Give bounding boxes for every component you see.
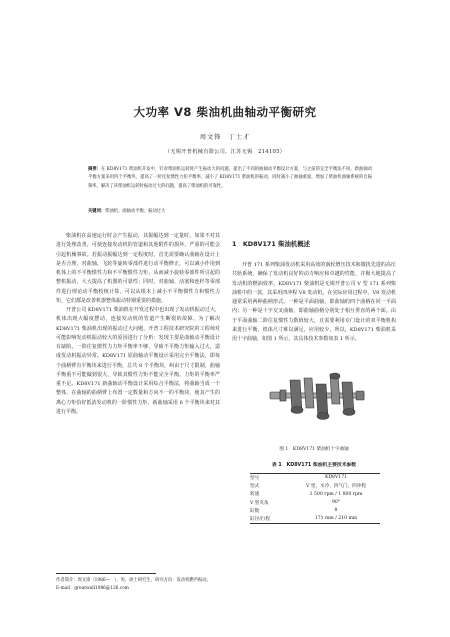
author-bio: 作者简介：周文锋（1986— ），男，硕士研究生，研究方向：发动机燃声振动。 [56, 578, 211, 583]
table-row [250, 515, 380, 523]
table-cell: V 型夹角 [250, 500, 269, 506]
keywords-label: 关键词： [88, 209, 106, 214]
table-cell: KD8V171 [292, 474, 380, 482]
crankshaft-figure [268, 360, 368, 430]
author-email: E-mail：greatwall1986@126.com [56, 586, 129, 591]
author-list: 周文锋 丁士才 [199, 134, 251, 141]
figure-caption: 图 1 KD8V171 柴油机十字曲轴 [279, 447, 349, 452]
table-row [250, 482, 380, 490]
table-row [250, 498, 380, 506]
paper-title: 大功率 V8 柴油机曲轴动平衡研究 [133, 105, 317, 119]
table-cell: 转速 [250, 492, 260, 498]
table-row [250, 490, 380, 498]
table-cell: 1 500 rpm / 1 800 rpm [309, 491, 363, 497]
left-column [56, 232, 220, 417]
table-cell: 型式 [250, 483, 260, 489]
abstract-text: 在 KD8V171 柴油机开发中，针对柴油机运转时产生振动大的问题，提出了不同的曲轴动平衡设计方案，与之前的完全平衡法不同，新曲轴动平衡方案采用四个平衡块，提高了一阶往复惯性力矩平衡率，减小了 KD8V171 柴油机的振动，同时减小了曲轴重量，增加了柴油机曲轴系统的自振频率，解决了该柴油机运转时振动过大的问题，提高了柴油机的可靠性。 [88, 167, 373, 189]
section-heading: 1 KD8V171 柴油机概述 [232, 240, 311, 248]
spec-table [250, 473, 380, 524]
abstract-label: 摘要： [88, 167, 102, 172]
footnote-divider [56, 573, 156, 574]
right-column [232, 261, 396, 344]
table-cell: 缸数 [250, 508, 260, 514]
footnote [56, 577, 396, 593]
paragraph: 开普 171 系列柴油发动机采用高效的涡轮增压技术和微扰先进的高压共轨系统，确保了发动机良好的动力响应和卓越的性能，并极大地提高了发动机的燃油效率。KD8V171 柴油机是无锡开普公司 V 型 171 系列柴油机中的一款，其采用四冲程 V8 发动机。在实际应用过程中，V8 发动机通常采用两种曲柄形式，一种是平面曲轴，即曲轴的四个曲柄在同一平面内；另一种是十字交叉曲轴，即曲轴曲柄分别处于相互垂直的两个面。由于平面曲轴二阶往复惯性力数值较大，且需要利用专门设计的双平衡机构来进行平衡，机体尺寸难以满足，应用较少，所以，KD8V171 柴油机采用十字曲轴，如图 1 所示，其具体技术参数如表 1 所示。 [232, 262, 396, 342]
table-cell: 171 mm / 210 mm [292, 515, 380, 523]
keywords [88, 208, 372, 216]
table-caption: 表 1 KD8V171 柴油机主要技术参数 [271, 463, 357, 468]
affiliation: （无锡开普机械有限公司，江苏无锡 214105） [164, 149, 286, 155]
table-row [250, 507, 380, 515]
table-cell: 缸径/行程 [250, 515, 292, 523]
table-cell: 90° [331, 500, 341, 506]
table-cell: 8 [334, 508, 338, 514]
paragraph: 柴油机在高速运行时会产生振动，其振幅达到一定量时，如果不对其进行处理改善，可使连接发动机的管道和其他附件的损坏，严重的可能会引起机械事故。若振动振幅达到一定程度时，首先需要确认曲轴在设计上是否合理，对曲轴、飞轮等旋转零部件进行动平衡修正，可以减小作用到机体上的不平衡惯性力和不平衡惯性力矩，从而减小旋转零部件所引起的整机振动，大大提高了机器的可靠性；同时，对曲轴、活塞和连杆等零部件进行理论动平衡校核计算，可以从根本上减小不平衡惯性力和惯性力矩，它们都是改善机器整体振动特钢重要的措施。 [56, 233, 220, 304]
table-row [250, 474, 380, 482]
paragraph: 开普公司 KD8V171 柴油机在开发过程中也出现了发动机振动过大，机体出现大幅度摆动，连接发动机的管道产生断裂的故障。为了解决 KD8V171 柴油机出现的振动过大问题，开普工程技术研究院的工程师对可能影响发动机振动较大的原因进行了分析：发现主要是曲轴动平衡设计有缺陷，一阶往复惯性力力矩平衡率不够，导致不平衡力矩输入过大，造成发动机振动异常。KD8V171 原曲轴动平衡设计采用完全平衡法，即每个曲柄臂有平衡块来进行平衡，总共 8 个平衡块，纠由于尺寸限制，曲轴平衡重不可能做到很大，导致其惯性力矩不能完全平衡，力矩的平衡率严重不足。KD8V171 新曲轴动平衡设计采用综合平衡法，将曲轴当成一个整体，在曲轴的曲柄臂上布置一定数量和方向不一的平衡块，使其产生的离心力矩恰好抵消发动机的一阶惯性力矩，新曲轴采用 6 个平衡块来对其进行平衡。 [56, 307, 220, 415]
table-cell: V 型、水冷、四气门、四冲程 [306, 483, 366, 489]
table-cell: 型号 [250, 474, 292, 482]
abstract [88, 166, 372, 191]
keywords-text: 柴油机；曲轴动平衡；振动过大 [105, 209, 166, 214]
